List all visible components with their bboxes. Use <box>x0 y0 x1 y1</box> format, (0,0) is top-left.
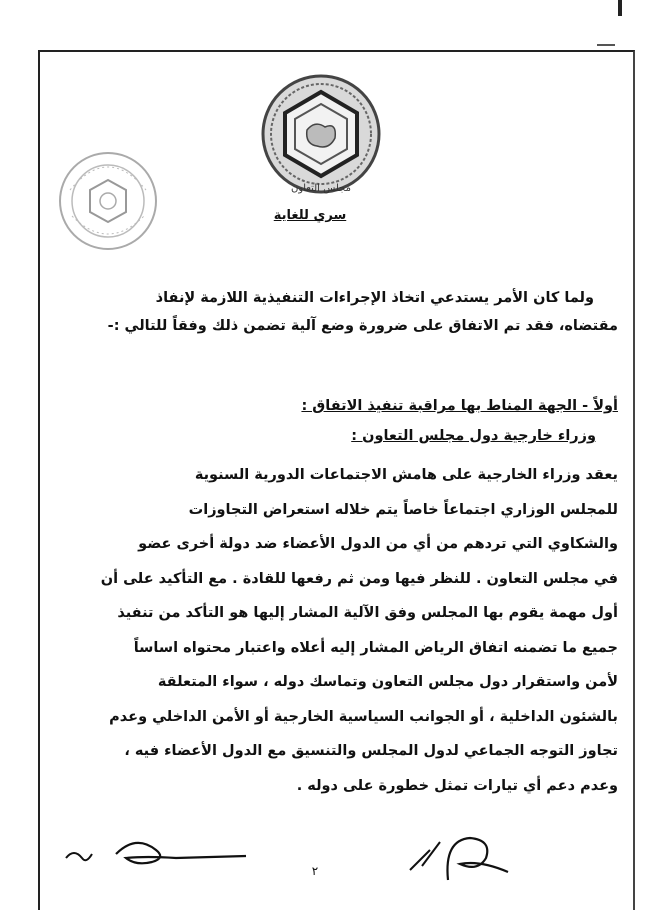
section-paragraph <box>44 458 618 803</box>
paragraph-line: لأمن واستقرار دول مجلس التعاون وتماسك دوله ، سواء المتعلقة <box>157 674 618 690</box>
intro-line-1: ولما كان الأمر يستدعي اتخاذ الإجراءات التنفيذية اللازمة لإنفاذ <box>155 290 594 306</box>
section-subheading: وزراء خارجية دول مجلس التعاون : <box>351 428 596 444</box>
paragraph-line: بالشئون الداخلية ، أو الجوانب السياسية الخارجية أو الأمن الداخلي وعدم <box>109 708 618 725</box>
circular-stamp-icon <box>56 150 160 252</box>
gcc-emblem-seal-icon <box>255 72 387 200</box>
paragraph-line: للمجلس الوزاري اجتماعاً خاصاً يتم خلاله استعراض التجاوزات <box>188 501 618 518</box>
paragraph-line: تجاوز التوجه الجماعي لدول المجلس والتنسيق مع الدول الأعضاء فيه ، <box>124 743 618 759</box>
signature-left <box>56 828 256 878</box>
paragraph-line: وعدم دعم أي تيارات تمثل خطورة على دوله . <box>296 777 618 794</box>
paragraph-line: يعقد وزراء الخارجية على هامش الاجتماعات الدورية السنوية <box>194 467 618 483</box>
paragraph-line: جميع ما تضمنه اتفاق الرياض المشار إليه أعلاه واعتبار محتواه اساساً <box>133 639 618 656</box>
classification-label: سري للغاية <box>273 208 347 223</box>
intro-line-2: مقتضاه، فقد تم الاتفاق على ضرورة وضع آلية تضمن ذلك وفقاً للتالي :- <box>107 318 618 334</box>
page-number: ٢ <box>311 864 319 878</box>
seal-caption: مجلس التعاون <box>291 183 351 194</box>
signature-right <box>400 820 520 890</box>
section-heading: أولاً - الجهة المناط بها مراقبة تنفيذ الاتفاق : <box>301 398 618 414</box>
paragraph-line: في مجلس التعاون . للنظر فيها ومن ثم رفعها للقادة . مع التأكيد على أن <box>100 570 618 587</box>
paragraph-line: أول مهمة يقوم بها المجلس وفق الآلية المشار إليها هو التأكد من تنفيذ <box>117 605 618 621</box>
corner-mark <box>618 0 622 16</box>
scan-mark <box>597 44 615 46</box>
paragraph-line: والشكاوي التي تردهم من أي من الدول الأعضاء ضد دولة أخرى عضو <box>138 536 618 552</box>
document-body <box>44 284 618 803</box>
